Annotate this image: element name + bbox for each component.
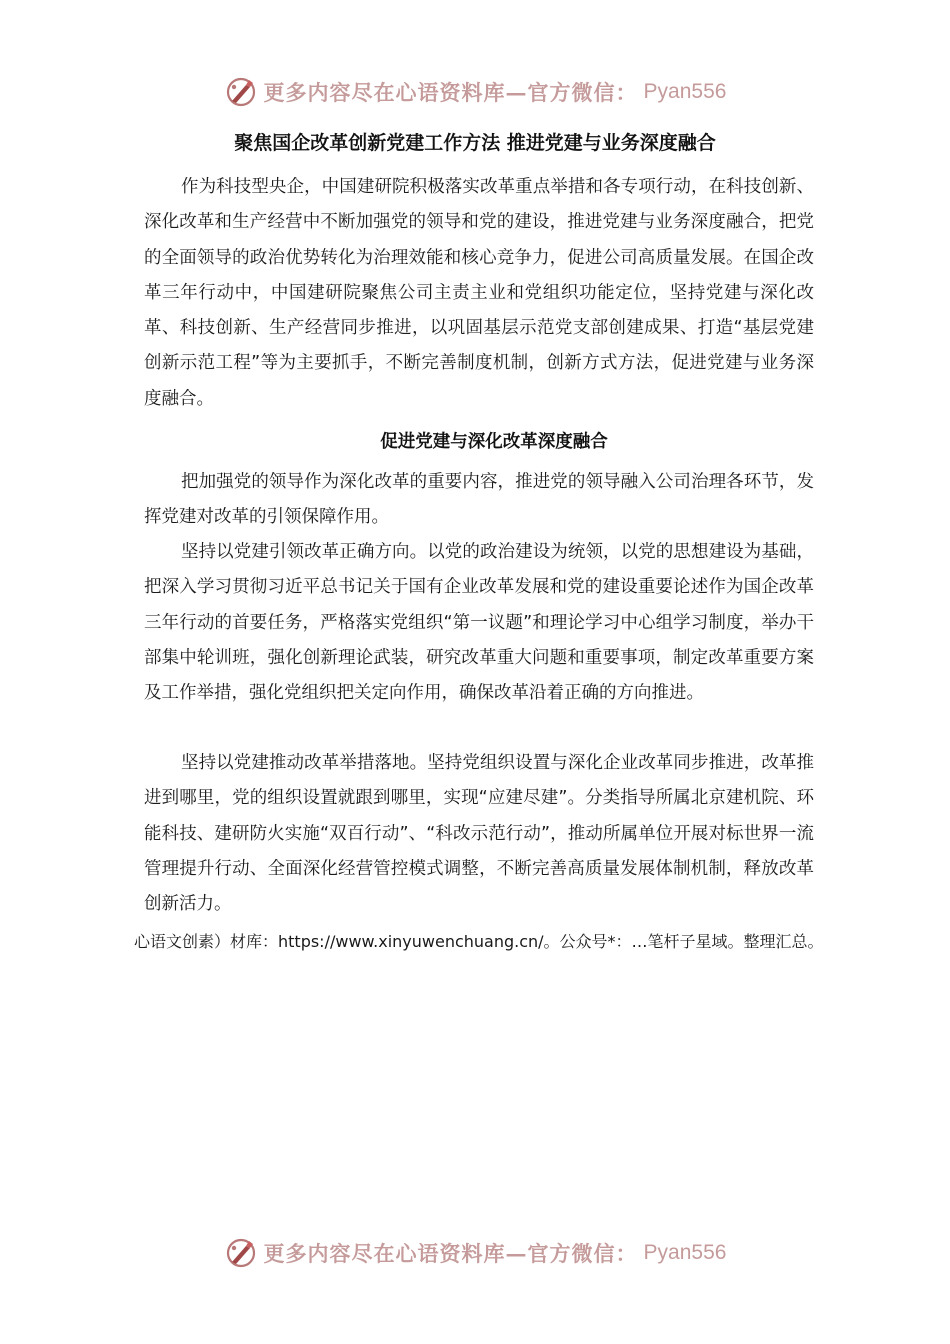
body-paragraph-1: 把加强党的领导作为深化改革的重要内容，推进党的领导融入公司治理各环节，发挥党建对改革的引领保障作用。 <box>144 472 814 528</box>
watermark-handle: Pyan556 <box>643 80 727 103</box>
section-heading: 促进党建与深化改革深度融合 <box>380 432 608 452</box>
watermark-header <box>0 70 950 114</box>
watermark-handle: Pyan556 <box>643 1241 727 1264</box>
body-paragraph-3: 坚持以党建推动改革举措落地。坚持党组织设置与深化企业改革同步推进，改革推进到哪里，党的组织设置就跟到哪里，实现“应建尽建”。分类指导所属北京建机院、环能科技、建研防火实施“双百行动”、“科改示范行动”，推动所属单位开展对标世界一流管理提升行动、全面深化经营管控模式调整，不断完善高质量发展体制机制，释放改革创新活力。 <box>144 753 814 915</box>
pen-logo-icon <box>224 1236 258 1270</box>
watermark-text: 更多内容尽在心语资料库—官方微信： <box>263 80 638 105</box>
pen-logo-icon <box>224 75 258 109</box>
source-note: 心语文创素）材库：https://www.xinyuwenchuang.cn/。公众号*：…笔杆子星域。整理汇总。 <box>134 932 824 951</box>
watermark-footer <box>0 1231 950 1275</box>
body-paragraph-2: 坚持以党建引领改革正确方向。以党的政治建设为统领，以党的思想建设为基础，把深入学习贯彻习近平总书记关于国有企业改革发展和党的建设重要论述作为国企改革三年行动的首要任务，严格落实党组织“第一议题”和理论学习中心组学习制度，举办干部集中轮训班，强化创新理论武装，研究改革重大问题和重要事项，制定改革重要方案及工作举措，强化党组织把关定向作用，确保改革沿着正确的方向推进。 <box>144 542 814 704</box>
watermark-text: 更多内容尽在心语资料库—官方微信： <box>263 1241 638 1266</box>
intro-paragraph: 作为科技型央企，中国建研院积极落实改革重点举措和各专项行动，在科技创新、深化改革和生产经营中不断加强党的领导和党的建设，推进党建与业务深度融合，把党的全面领导的政治优势转化为治理效能和核心竞争力，促进公司高质量发展。在国企改革三年行动中，中国建研院聚焦公司主责主业和党组织功能定位，坚持党建与深化改革、科技创新、生产经营同步推进，以巩固基层示范党支部创建成果、打造“基层党建创新示范工程”等为主要抓手，不断完善制度机制，创新方式方法，促进党建与业务深度融合。 <box>144 177 814 409</box>
document-title: 聚焦国企改革创新党建工作方法 推进党建与业务深度融合 <box>234 132 716 154</box>
